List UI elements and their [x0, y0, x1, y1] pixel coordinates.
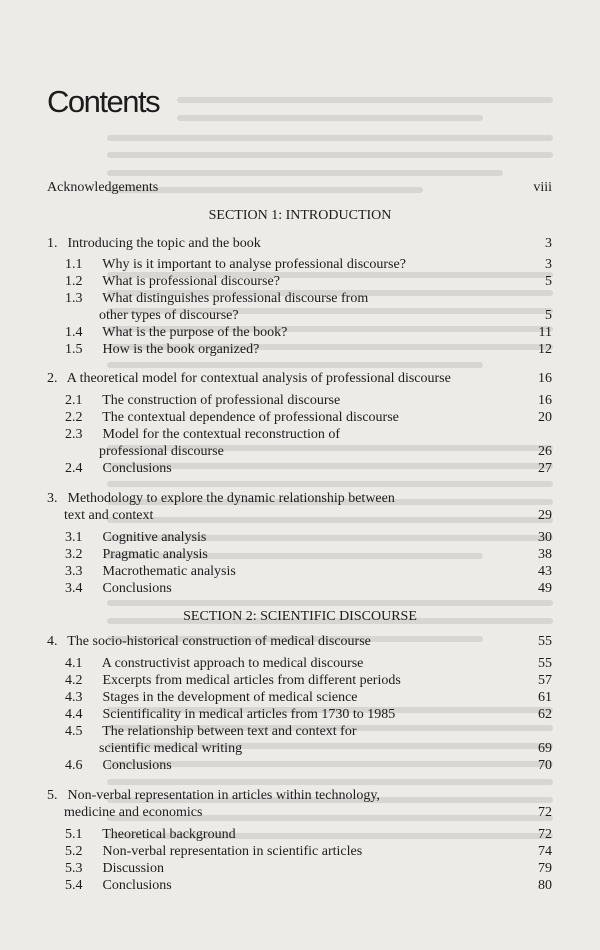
- subsection-number: 3.2: [65, 547, 83, 562]
- toc-subsection-entry: [65, 580, 172, 597]
- subsection-title: The construction of professional discourse: [102, 393, 341, 408]
- chapter-title: Methodology to explore the dynamic relationship between: [67, 491, 395, 506]
- toc-subsection-entry: [65, 826, 236, 843]
- toc-subsection-entry: [65, 706, 395, 723]
- subsection-number: 2.4: [65, 461, 83, 476]
- toc-page-number: 5: [545, 308, 552, 323]
- subsection-title: Cognitive analysis: [102, 530, 207, 545]
- subsection-title: The contextual dependence of professional discourse: [102, 410, 399, 425]
- chapter-number: 4.: [47, 634, 58, 649]
- subsection-title-continued: scientific medical writing: [99, 741, 243, 756]
- toc-subsection-entry: [65, 426, 340, 443]
- subsection-number: 5.4: [65, 878, 83, 893]
- toc-page-number: 55: [538, 656, 552, 671]
- toc-page-number: viii: [533, 180, 552, 195]
- subsection-title: What is professional discourse?: [102, 274, 280, 289]
- toc-chapter-entry: [47, 235, 261, 252]
- subsection-number: 1.4: [65, 325, 83, 340]
- subsection-number: 4.1: [65, 656, 83, 671]
- subsection-title: Why is it important to analyse professional discourse?: [102, 257, 406, 272]
- subsection-title: Model for the contextual reconstruction of: [102, 427, 341, 442]
- toc-chapter-entry: [47, 633, 371, 650]
- subsection-number: 3.1: [65, 530, 83, 545]
- subsection-number: 1.5: [65, 342, 83, 357]
- subsection-title: Conclusions: [102, 581, 172, 596]
- subsection-number: 2.3: [65, 427, 83, 442]
- chapter-title: A theoretical model for contextual analysis of professional discourse: [66, 371, 451, 386]
- subsection-number: 1.3: [65, 291, 83, 306]
- toc-subsection-entry: [65, 529, 206, 546]
- chapter-title: Introducing the topic and the book: [67, 236, 261, 251]
- toc-subsection-entry: [65, 324, 287, 341]
- subsection-title: Conclusions: [102, 758, 172, 773]
- chapter-title: The socio-historical construction of medical discourse: [67, 634, 371, 649]
- toc-subsection-entry: [65, 877, 172, 894]
- subsection-title: Conclusions: [102, 878, 172, 893]
- subsection-number: 5.1: [65, 827, 83, 842]
- toc-subsection-entry: [65, 409, 399, 426]
- toc-subsection-entry: [65, 843, 362, 860]
- subsection-title: Macrothematic analysis: [102, 564, 236, 579]
- chapter-number: 1.: [47, 236, 58, 251]
- chapter-title: Non-verbal representation in articles within technology,: [67, 788, 380, 803]
- toc-subsection-entry: [65, 723, 357, 740]
- toc-subsection-entry: [65, 256, 406, 273]
- subsection-title: Pragmatic analysis: [102, 547, 208, 562]
- toc-page-number: 12: [538, 342, 552, 357]
- toc-page-number: 55: [538, 634, 552, 649]
- subsection-number: 1.2: [65, 274, 83, 289]
- chapter-number: 3.: [47, 491, 58, 506]
- subsection-number: 3.4: [65, 581, 83, 596]
- subsection-number: 4.5: [65, 724, 83, 739]
- toc-page-number: 49: [538, 581, 552, 596]
- subsection-number: 4.6: [65, 758, 83, 773]
- toc-subsection-entry: [65, 672, 401, 689]
- subsection-title: Conclusions: [102, 461, 172, 476]
- toc-page-number: 72: [538, 827, 552, 842]
- subsection-title-continued: professional discourse: [99, 444, 224, 459]
- toc-page-number: 57: [538, 673, 552, 688]
- subsection-number: 1.1: [65, 257, 83, 272]
- subsection-number: 2.1: [65, 393, 83, 408]
- subsection-title: Excerpts from medical articles from different periods: [102, 673, 401, 688]
- toc-page-number: 16: [538, 371, 552, 386]
- toc-subsection-entry: [65, 860, 164, 877]
- toc-page-number: 30: [538, 530, 552, 545]
- subsection-title: How is the book organized?: [102, 342, 260, 357]
- toc-subsection-entry: [65, 563, 236, 580]
- toc-subsection-entry: [65, 290, 368, 307]
- toc-page-number: 11: [538, 325, 552, 340]
- toc-page-number: 3: [545, 236, 552, 251]
- subsection-number: 2.2: [65, 410, 83, 425]
- subsection-number: 4.3: [65, 690, 83, 705]
- subsection-number: 3.3: [65, 564, 83, 579]
- toc-page-number: 70: [538, 758, 552, 773]
- toc-page-number: 20: [538, 410, 552, 425]
- toc-subsection-entry: [65, 546, 208, 563]
- toc-chapter-entry: [47, 787, 380, 804]
- subsection-title: Theoretical background: [102, 827, 236, 842]
- toc-front-matter-title: Acknowledgements: [47, 180, 159, 195]
- toc-page-number: 26: [538, 444, 552, 459]
- subsection-title: Scientificality in medical articles from 1730 to 1985: [102, 707, 396, 722]
- toc-chapter-entry: [47, 490, 395, 507]
- toc-page-number: 3: [545, 257, 552, 272]
- chapter-number: 5.: [47, 788, 58, 803]
- page-title: Contents: [47, 84, 160, 119]
- toc-page-number: 79: [538, 861, 552, 876]
- toc-subsection-entry: [65, 392, 340, 409]
- toc-subsection-entry: [65, 655, 363, 672]
- toc-page-number: 80: [538, 878, 552, 893]
- subsection-title: Stages in the development of medical science: [102, 690, 358, 705]
- toc-page-number: 62: [538, 707, 552, 722]
- toc-page-number: 29: [538, 508, 552, 523]
- toc-page-number: 69: [538, 741, 552, 756]
- subsection-number: 5.3: [65, 861, 83, 876]
- toc-page-number: 5: [545, 274, 552, 289]
- subsection-number: 4.4: [65, 707, 83, 722]
- subsection-title: Discussion: [102, 861, 164, 876]
- toc-page-number: 74: [538, 844, 552, 859]
- toc-page-number: 43: [538, 564, 552, 579]
- chapter-title-continued: medicine and economics: [64, 805, 203, 820]
- subsection-number: 5.2: [65, 844, 83, 859]
- subsection-title: A constructivist approach to medical discourse: [101, 656, 364, 671]
- subsection-title-continued: other types of discourse?: [99, 308, 239, 323]
- subsection-title: Non-verbal representation in scientific articles: [102, 844, 363, 859]
- chapter-title-continued: text and context: [64, 508, 154, 523]
- toc-page-number: 38: [538, 547, 552, 562]
- subsection-title: What is the purpose of the book?: [102, 325, 288, 340]
- toc-subsection-entry: [65, 689, 358, 706]
- toc-page-number: 16: [538, 393, 552, 408]
- toc-chapter-entry: [47, 370, 451, 387]
- toc-subsection-entry: [65, 460, 172, 477]
- section-heading: SECTION 1: INTRODUCTION: [208, 208, 392, 223]
- subsection-title: What distinguishes professional discourse from: [102, 291, 369, 306]
- subsection-number: 4.2: [65, 673, 83, 688]
- subsection-title: The relationship between text and context for: [102, 724, 357, 739]
- section-heading: SECTION 2: SCIENTIFIC DISCOURSE: [183, 609, 417, 624]
- toc-subsection-entry: [65, 341, 259, 358]
- chapter-number: 2.: [47, 371, 58, 386]
- toc-page-number: 27: [538, 461, 552, 476]
- toc-page-number: 72: [538, 805, 552, 820]
- toc-subsection-entry: [65, 757, 172, 774]
- toc-subsection-entry: [65, 273, 280, 290]
- toc-page-number: 61: [538, 690, 552, 705]
